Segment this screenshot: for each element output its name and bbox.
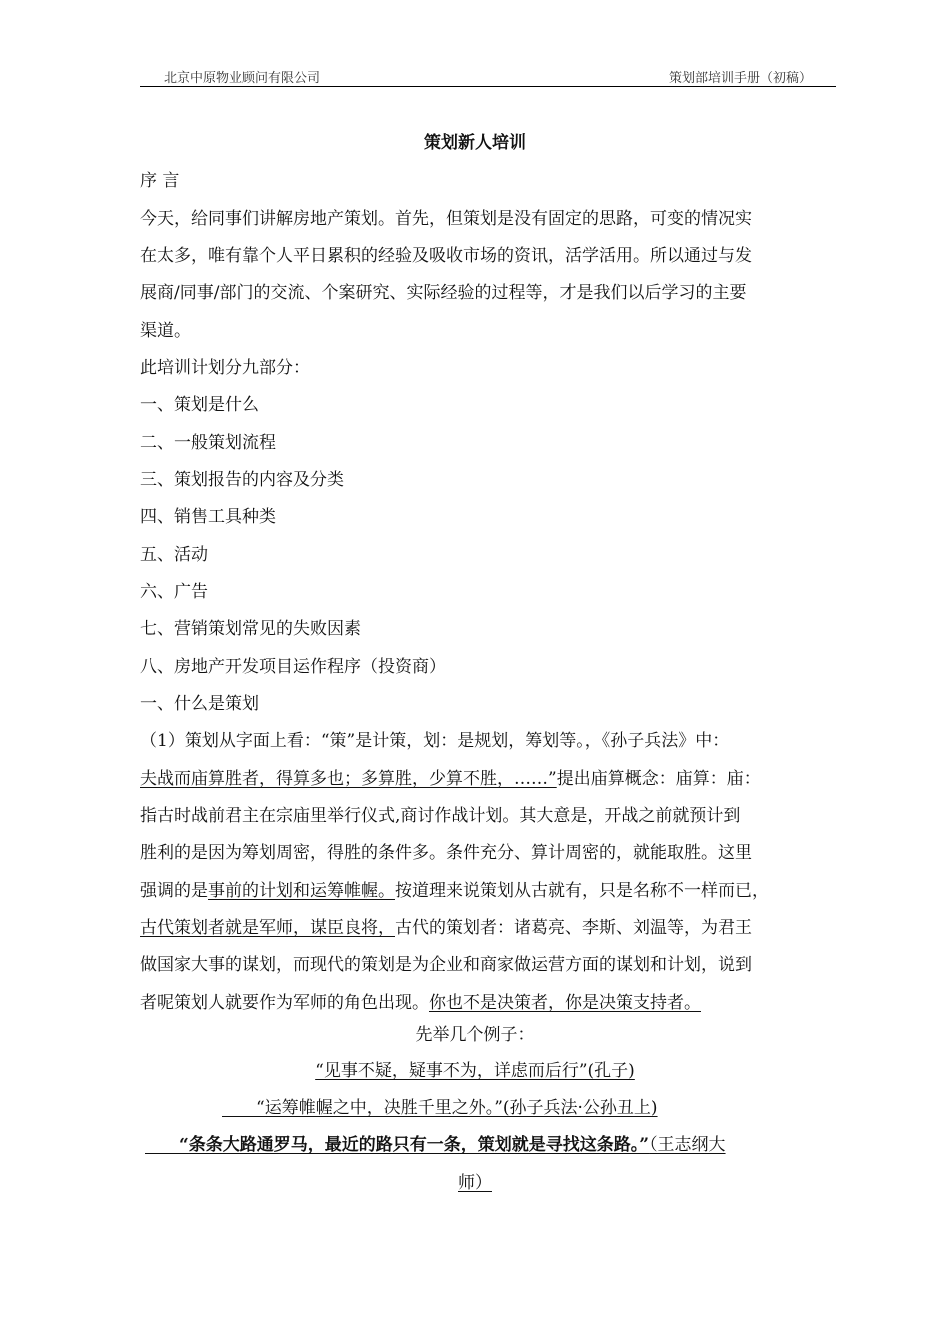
plan-item: 三、策划报告的内容及分类 xyxy=(140,470,344,490)
emphasis-planning: 事前的计划和运筹帷幄。 xyxy=(208,881,395,901)
page-header xyxy=(140,64,836,87)
plan-item: 一、策划是什么 xyxy=(140,395,259,415)
header-company: 北京中原物业顾问有限公司 xyxy=(164,71,321,86)
section-heading: 一、什么是策划 xyxy=(140,694,259,714)
emphasis-role: 你也不是决策者，你是决策支持者。 xyxy=(429,993,701,1013)
plan-item: 六、广告 xyxy=(140,582,208,602)
plan-item: 七、营销策划常见的失败因素 xyxy=(140,619,361,639)
para-line-2: 夫战而庙算胜者，得算多也；多算胜，少算不胜，……”提出庙算概念：庙算：庙： xyxy=(140,769,761,789)
para-line-8: 者呢策划人就要作为军师的角色出现。你也不是决策者，你是决策支持者。 xyxy=(140,993,701,1013)
quote-wangzhigang-attribution: 师） xyxy=(458,1173,492,1193)
preface-label: 序 言 xyxy=(140,171,180,191)
plan-item: 五、活动 xyxy=(140,545,208,565)
quote-wangzhigang: “条条大路通罗马，最近的路只有一条，策划就是寻找这条路。”（王志纲大 xyxy=(179,1135,726,1155)
intro-line-1: 今天，给同事们讲解房地产策划。首先，但策划是没有固定的思路，可变的情况实 xyxy=(140,209,752,229)
intro-line-2: 在太多，唯有靠个人平日累积的经验及吸收市场的资讯，活学活用。所以通过与发 xyxy=(140,246,752,266)
para-line-4: 胜利的是因为筹划周密，得胜的条件多。条件充分、算计周密的，就能取胜。这里 xyxy=(140,843,752,863)
plan-item: 二、一般策划流程 xyxy=(140,433,276,453)
para-line-6: 古代策划者就是军师，谋臣良将，古代的策划者：诸葛亮、李斯、刘温等，为君王 xyxy=(140,918,752,938)
para-line-3: 指古时战前君主在宗庙里举行仪式,商讨作战计划。其大意是，开战之前就预计到 xyxy=(140,806,741,826)
intro-line-4: 渠道。 xyxy=(140,321,191,341)
plan-item: 四、销售工具种类 xyxy=(140,507,276,527)
plan-intro: 此培训计划分九部分： xyxy=(140,358,310,378)
header-manual-title: 策划部培训手册（初稿） xyxy=(668,71,812,86)
document-title: 策划新人培训 xyxy=(424,133,526,153)
quote-sunzi: “运筹帷幄之中，决胜千里之外。”(孙子兵法·公孙丑上) xyxy=(256,1098,658,1118)
plan-item: 八、房地产开发项目运作程序（投资商） xyxy=(140,657,446,677)
para-line-7: 做国家大事的谋划，而现代的策划是为企业和商家做运营方面的谋划和计划，说到 xyxy=(140,955,752,975)
para-line-5: 强调的是事前的计划和运筹帷幄。按道理来说策划从古就有，只是名称不一样而已， xyxy=(140,881,769,901)
quote-confucius: “见事不疑，疑事不为，详虑而后行”(孔子) xyxy=(315,1061,635,1081)
examples-intro: 先举几个例子： xyxy=(415,1025,535,1045)
intro-line-3: 展商/同事/部门的交流、个案研究、实际经验的过程等，才是我们以后学习的主要 xyxy=(140,283,747,303)
para-line-1: （1）策划从字面上看：“策”是计策，划：是规划，筹划等。，《孙子兵法》中： xyxy=(140,731,730,751)
sunzi-quote: 夫战而庙算胜者，得算多也；多算胜，少算不胜，……” xyxy=(140,769,557,789)
emphasis-strategist: 古代策划者就是军师，谋臣良将， xyxy=(140,918,395,938)
